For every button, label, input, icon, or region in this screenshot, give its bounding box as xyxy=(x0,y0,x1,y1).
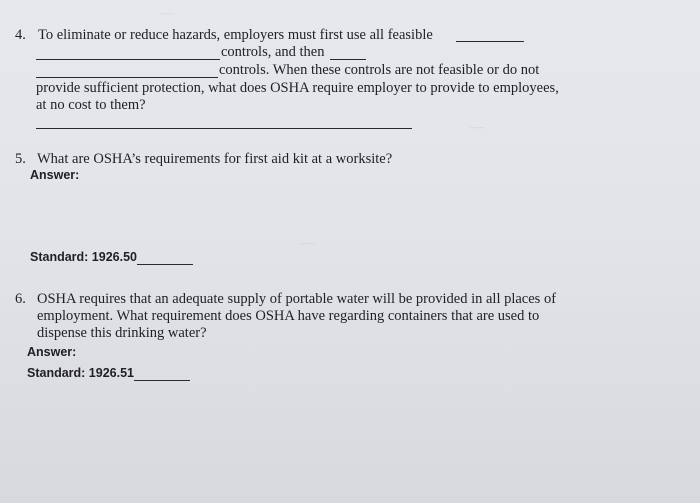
answer-blank-q4 xyxy=(36,127,412,129)
question-6-line-2: employment. What requirement does OSHA have regarding containers that are used to xyxy=(37,308,540,324)
blank-line-3 xyxy=(330,58,366,60)
answer-label-q6: Answer: xyxy=(27,345,77,359)
standard-label-q6: Standard: 1926.51 xyxy=(27,366,134,380)
question-5-number: 5. xyxy=(15,151,26,167)
blank-line-1 xyxy=(456,40,524,42)
standard-blank-q6 xyxy=(134,379,190,381)
question-6-line-1: OSHA requires that an adequate supply of portable water will be provided in all places of xyxy=(37,291,557,307)
answer-label-q5: Answer: xyxy=(30,168,80,182)
blank-line-2 xyxy=(36,58,220,60)
question-5-text: What are OSHA’s requirements for first aid kit at a worksite? xyxy=(37,151,393,167)
question-4-line-3: controls. When these controls are not feasible or do not xyxy=(219,62,540,78)
standard-blank-q5 xyxy=(137,263,193,265)
question-4-line-2: controls, and then xyxy=(221,44,325,60)
worksheet-page: — — — 4. To eliminate or reduce hazards, employers must first use all feasible controls, and then controls. When these controls are not feasible or do not provide sufficient protection, what does OSHA require employer to provide to employees, at no cost to them? 5. What are OSHA’s requirements for first aid kit at a worksite? Answer: Standard: 1926.50 6. OSHA requires that an adequate supply of portable water will be provided in all places of employment. What requirement does OSHA have regarding containers that are used to dispense this drinking water? Answer: Standard: 1926.51 xyxy=(15,6,559,380)
question-6-number: 6. xyxy=(15,291,26,307)
question-4-line-1: To eliminate or reduce hazards, employers must first use all feasible xyxy=(38,27,433,43)
question-6-line-3: dispense this drinking water? xyxy=(37,325,207,341)
standard-label-q5: Standard: 1926.50 xyxy=(30,250,137,264)
question-4-number: 4. xyxy=(15,27,26,43)
question-4-line-5: at no cost to them? xyxy=(36,97,146,113)
blank-line-4 xyxy=(36,76,218,78)
question-4-line-4: provide sufficient protection, what does OSHA require employer to provide to employees, xyxy=(36,80,559,96)
